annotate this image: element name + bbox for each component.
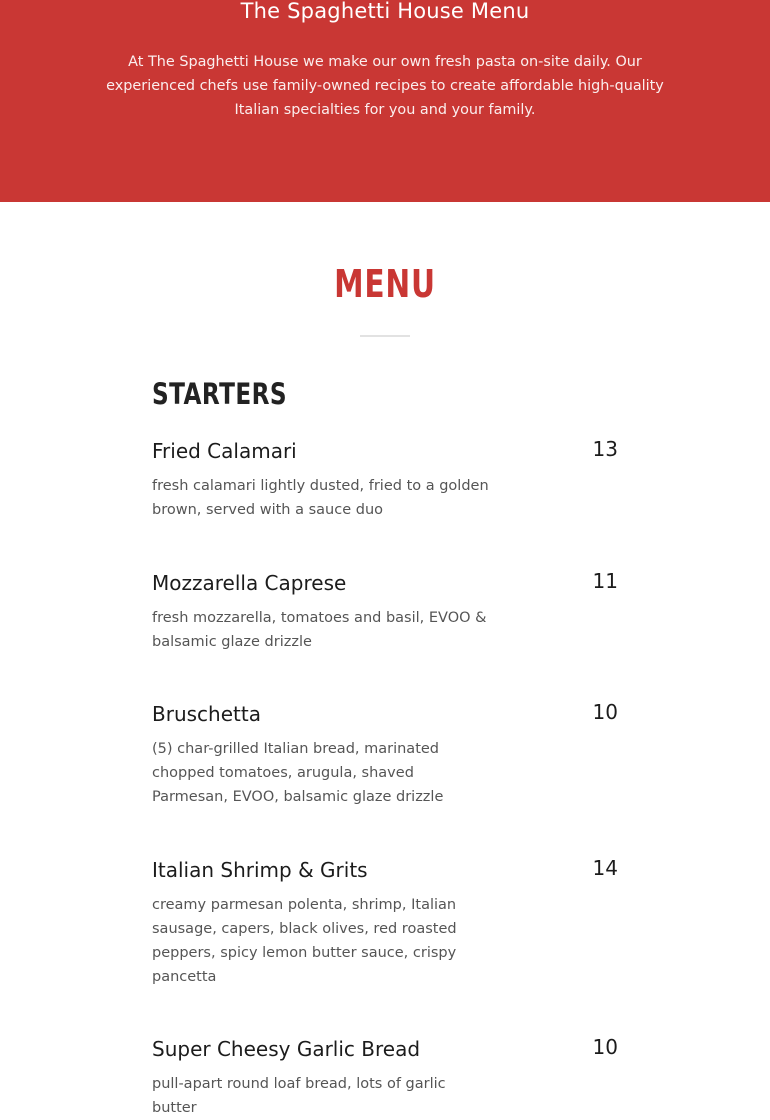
menu-item-name: Fried Calamari bbox=[152, 439, 297, 463]
menu-item-description: creamy parmesan polenta, shrimp, Italian sausage, capers, black olives, red roasted peppers, spicy lemon butter sauce, crispy pancetta bbox=[152, 897, 457, 985]
hero-description: At The Spaghetti House we make our own fresh pasta on-site daily. Our experienced chefs use family-owned recipes to create affordable high-quality Italian specialties for you and your family. bbox=[106, 54, 664, 118]
heading-divider bbox=[360, 335, 410, 337]
menu-item-description: fresh calamari lightly dusted, fried to a golden brown, served with a sauce duo bbox=[152, 478, 489, 518]
menu-heading: MENU bbox=[334, 262, 436, 306]
menu-item-description: pull-apart round loaf bread, lots of garlic butter bbox=[152, 1076, 446, 1116]
menu-item-price: 14 bbox=[592, 856, 618, 880]
section-title-starters: STARTERS bbox=[152, 377, 287, 411]
page-title: The Spaghetti House Menu bbox=[240, 0, 530, 23]
menu-item-price: 13 bbox=[592, 437, 618, 461]
menu-item-description: (5) char-grilled Italian bread, marinated chopped tomatoes, arugula, shaved Parmesan, EVOO, balsamic glaze drizzle bbox=[152, 741, 444, 805]
menu-item-name: Italian Shrimp & Grits bbox=[152, 858, 368, 882]
menu-item-price: 10 bbox=[592, 1035, 618, 1059]
menu-item-name: Bruschetta bbox=[152, 702, 261, 726]
menu-item-name: Mozzarella Caprese bbox=[152, 571, 347, 595]
menu-item-price: 11 bbox=[592, 569, 618, 593]
hero-banner bbox=[0, 0, 770, 202]
menu-item-price: 10 bbox=[592, 700, 618, 724]
menu-item-description: fresh mozzarella, tomatoes and basil, EVOO & balsamic glaze drizzle bbox=[152, 610, 487, 650]
menu-item-name: Super Cheesy Garlic Bread bbox=[152, 1037, 421, 1061]
